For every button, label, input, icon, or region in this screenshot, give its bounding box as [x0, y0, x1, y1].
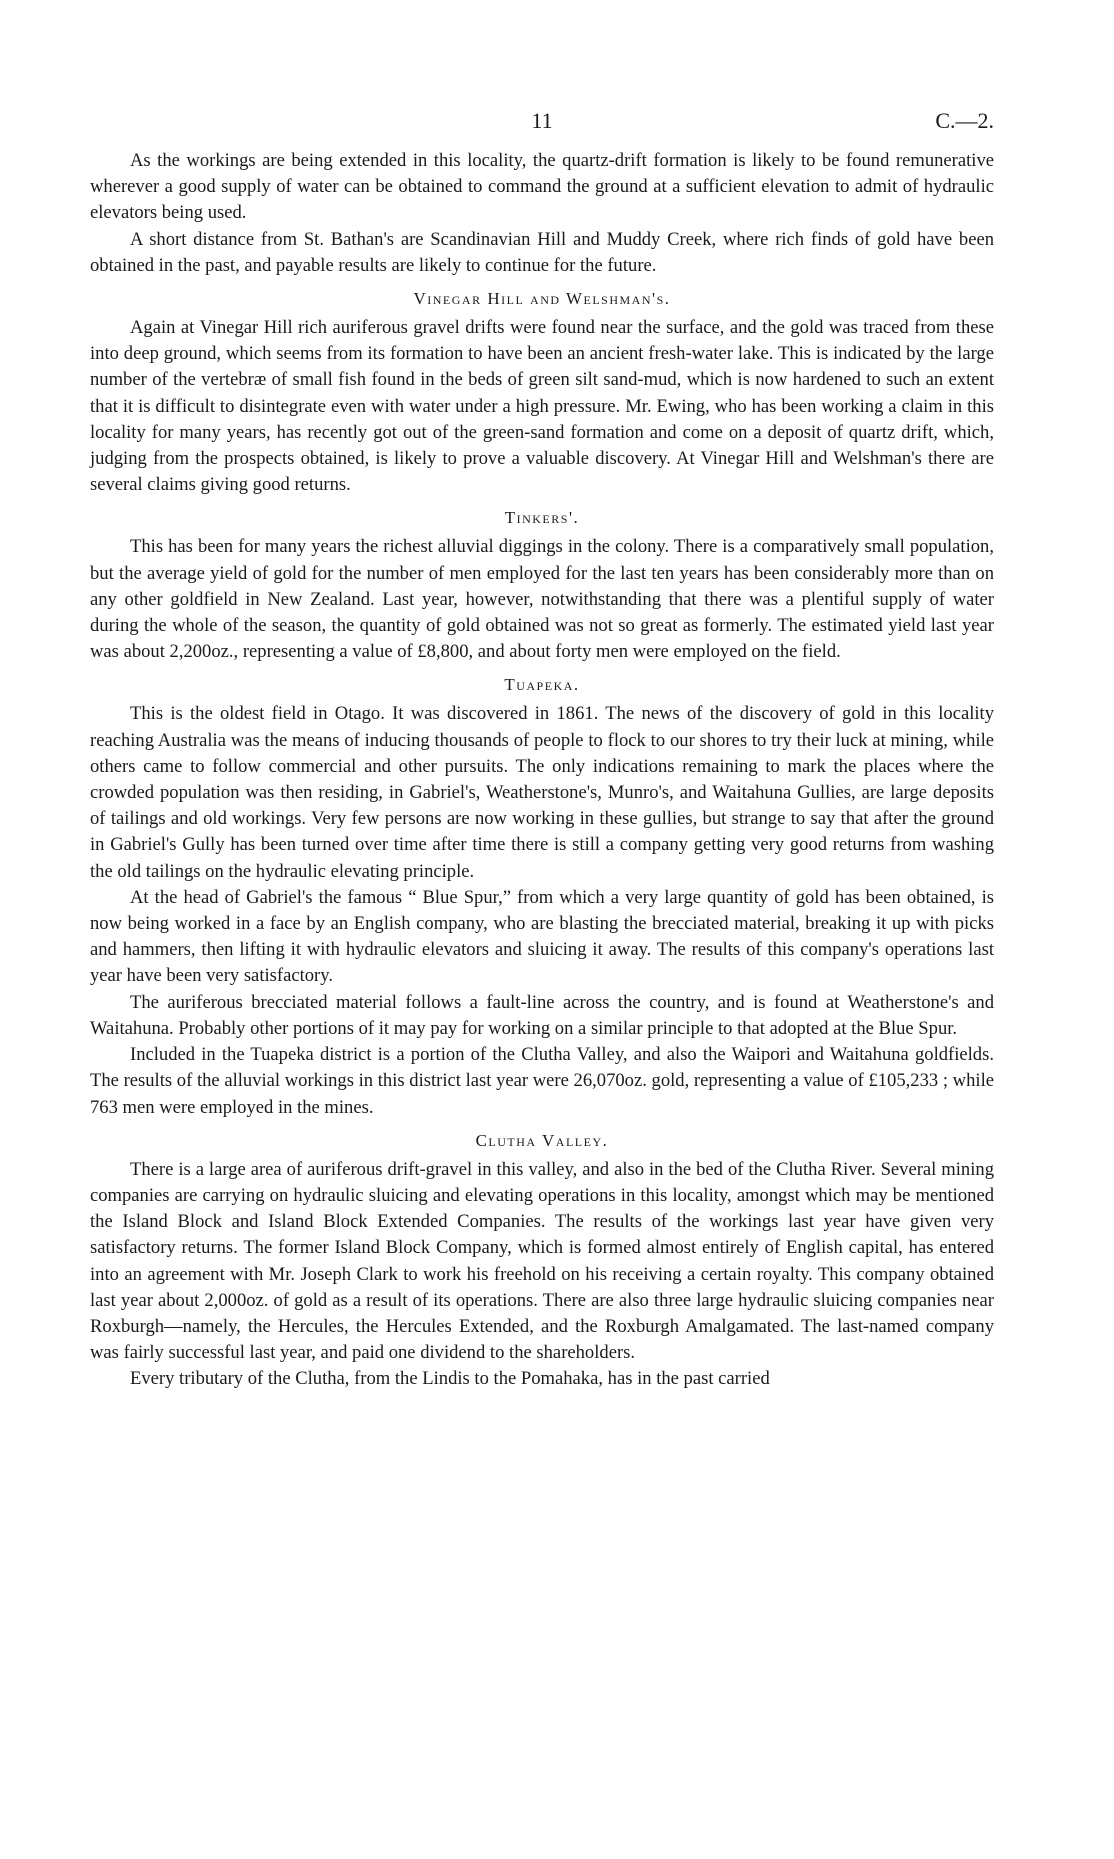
paragraph: Every tributary of the Clutha, from the Lindis to the Pomahaka, has in the past carried — [130, 1368, 770, 1390]
section-tinkers — [90, 506, 994, 665]
section-tuapeka — [90, 673, 994, 1120]
paragraph: At the head of Gabriel's the famous “ Blue Spur,” from which a very large quantity of gold has been obtained, is now being worked in a face by an English company, who are blasting the brecciated material, breaking it up with picks and hammers, then lifting it with hydraulic elevators and sluicing it away. The results of this company's operations last year have been very satisfactory. — [90, 886, 994, 987]
paragraph: This has been for many years the richest alluvial diggings in the colony. There is a comparatively small population, but the average yield of gold for the number of men employed for the last ten years has been considerably more than on any other goldfield in New Zealand. Last year, however, notwithstanding that there was a plentiful supply of water during the whole of the season, the quantity of gold obtained was not so great as formerly. The estimated yield last year was about 2,200oz., representing a value of £8,800, and about forty men were employed on the field. — [90, 536, 994, 663]
section-st-bathans — [90, 148, 994, 279]
section-clutha-valley — [90, 1129, 994, 1393]
document-page — [90, 108, 994, 1393]
paragraph: This is the oldest field in Otago. It was discovered in 1861. The news of the discovery of gold in this locality reaching Australia was the means of inducing thousands of people to flock to our shores to try their luck at mining, while others came to follow commercial and other pursuits. The only indications remaining to mark the places where the crowded population was then residing, in Gabriel's, Weatherstone's, Munro's, and Waitahuna Gullies, are large deposits of tailings and old workings. Very few persons are now working in these gullies, but strange to say that after the ground in Gabriel's Gully has been turned over time after time there is still a company getting very good returns from washing the old tailings on the hydraulic elevating principle. — [90, 703, 994, 882]
paragraph: Again at Vinegar Hill rich auriferous gravel drifts were found near the surface, and the gold was traced from these into deep ground, which seems from its formation to have been an ancient fresh-water lake. This is indicated by the large number of the vertebræ of small fish found in the beds of green silt sand-mud, which is now hardened to such an extent that it is difficult to disintegrate even with water under a high pressure. Mr. Ewing, who has been working a claim in this locality for many years, has recently got out of the green-sand formation and come on a deposit of quartz drift, which, judging from the prospects obtained, is likely to prove a valuable discovery. At Vinegar Hill and Welshman's there are several claims giving good returns. — [90, 317, 994, 496]
document-reference: C.—2. — [935, 108, 994, 133]
paragraph: The auriferous brecciated material follows a fault-line across the country, and is found at Weatherstone's and Waitahuna. Probably other portions of it may pay for working on a similar principle to that adopted at the Blue Spur. — [90, 991, 994, 1039]
section-heading: Tinkers'. — [504, 508, 580, 528]
section-heading: Tuapeka. — [504, 675, 580, 695]
page-number: 11 — [531, 108, 553, 133]
section-vinegar-hill — [90, 287, 994, 498]
paragraph: There is a large area of auriferous drift-gravel in this valley, and also in the bed of the Clutha River. Several mining companies are carrying on hydraulic sluicing and elevating operations in this locality, amongst which may be mentioned the Island Block and Island Block Extended Companies. The results of the workings last year have given very satisfactory returns. The former Island Block Company, which is formed almost entirely of English capital, has entered into an agreement with Mr. Joseph Clark to work his freehold on his receiving a certain royalty. This company obtained last year about 2,000oz. of gold as a result of its operations. There are also three large hydraulic sluicing companies near Roxburgh—namely, the Hercules, the Hercules Extended, and the Roxburgh Amalgamated. The last-named company was fairly successful last year, and paid one dividend to the shareholders. — [90, 1158, 994, 1364]
paragraph: Included in the Tuapeka district is a portion of the Clutha Valley, and also the Waipori and Waitahuna goldfields. The results of the alluvial workings in this district last year were 26,070oz. gold, representing a value of £105,233 ; while 763 men were employed in the mines. — [90, 1044, 994, 1118]
paragraph: A short distance from St. Bathan's are Scandinavian Hill and Muddy Creek, where rich finds of gold have been obtained in the past, and payable results are likely to continue for the future. — [90, 228, 994, 276]
paragraph: As the workings are being extended in this locality, the quartz-drift formation is likely to be found remunerative wherever a good supply of water can be obtained to command the ground at a sufficient elevation to admit of hydraulic elevators being used. — [90, 150, 994, 224]
section-heading: Clutha Valley. — [475, 1130, 609, 1150]
section-heading: Vinegar Hill and Welshman's. — [413, 289, 671, 309]
page-header — [90, 108, 994, 148]
